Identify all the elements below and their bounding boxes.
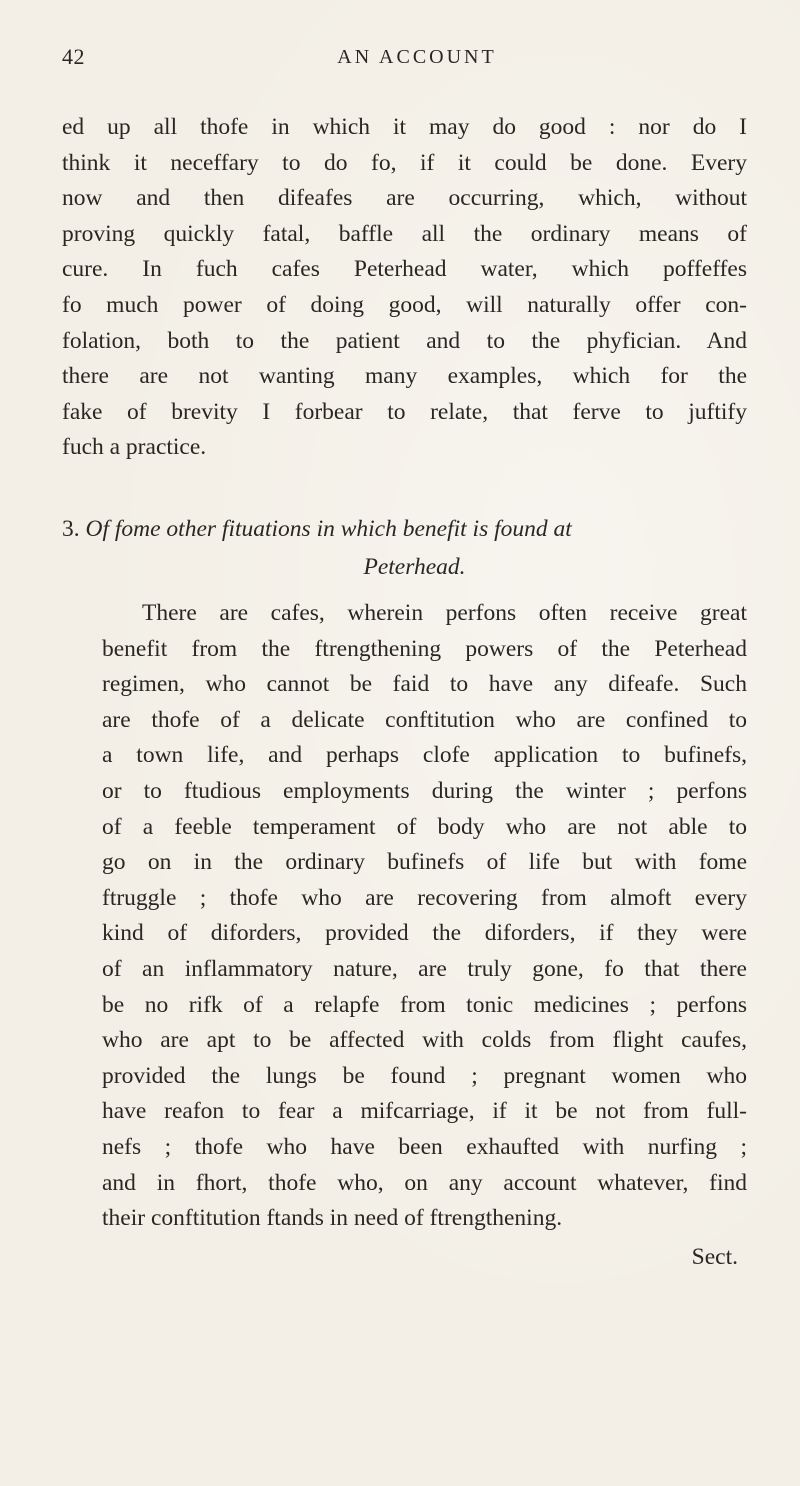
- running-title: AN ACCOUNT: [337, 46, 497, 68]
- page-number: 42: [62, 44, 85, 69]
- text-line: kind of diforders, provided the diforders, if they were: [102, 920, 747, 947]
- paragraph-1: [62, 110, 747, 466]
- text-line: or to ftudious employments during the winter ; perfons: [102, 777, 747, 804]
- section-title-line-1: Of fome other fituations in which benefit is found at: [85, 516, 572, 542]
- text-line: There are cafes, wherein perfons often receive great: [142, 600, 747, 626]
- text-line: cure. In fuch cafes Peterhead water, which poffeffes: [62, 256, 747, 283]
- text-line: of a feeble temperament of body who are not able to: [102, 813, 747, 840]
- text-line: nefs ; thofe who have been exhaufted with nurfing ;: [102, 1133, 747, 1160]
- text-line: fo much power of doing good, will naturally offer con-: [62, 291, 747, 318]
- text-line: of an inflammatory nature, are truly gone, fo that there: [102, 955, 747, 982]
- text-line: their conftitution ftands in need of ftrengthening.: [102, 1205, 563, 1232]
- text-line: there are not wanting many examples, which for the: [62, 363, 747, 390]
- text-line: provided the lungs be found ; pregnant women who: [102, 1062, 747, 1089]
- text-line: ftruggle ; thofe who are recovering from almoft every: [102, 884, 747, 911]
- text-line: benefit from the ftrengthening powers of the Peterhead: [102, 635, 747, 662]
- text-line: be no rifk of a relapfe from tonic medicines ; perfons: [102, 991, 747, 1018]
- section-heading: [62, 512, 747, 585]
- text-line: folation, both to the patient and to the phyfician. And: [62, 327, 747, 354]
- text-line: and in fhort, thofe who, on any account whatever, find: [102, 1169, 747, 1196]
- catchword: Sect.: [691, 1244, 738, 1270]
- text-line: think it neceffary to do fo, if it could be done. Every: [62, 149, 747, 176]
- text-line: have reafon to fear a mifcarriage, if it be not from full-: [102, 1098, 747, 1125]
- text-line: go on in the ordinary bufinefs of life but with fome: [102, 849, 747, 876]
- text-line: regimen, who cannot be faid to have any difeafe. Such: [102, 671, 747, 698]
- running-head: [62, 44, 742, 74]
- text-line: are thofe of a delicate conftitution who are confined to: [102, 706, 747, 733]
- paragraph-2: [62, 596, 747, 1237]
- section-number: 3.: [62, 516, 80, 542]
- text-line: proving quickly fatal, baffle all the ordinary means of: [62, 220, 747, 247]
- text-line: now and then difeafes are occurring, which, without: [62, 185, 747, 212]
- section-title-line-2: Peterhead.: [363, 553, 466, 580]
- text-line: ed up all thofe in which it may do good : nor do I: [62, 114, 747, 140]
- text-line: fuch a practice.: [62, 434, 207, 461]
- text-line: fake of brevity I forbear to relate, that ferve to juftify: [62, 398, 747, 425]
- text-line: a town life, and perhaps clofe application to bufinefs,: [102, 742, 747, 769]
- text-line: who are apt to be affected with colds from flight caufes,: [102, 1027, 747, 1054]
